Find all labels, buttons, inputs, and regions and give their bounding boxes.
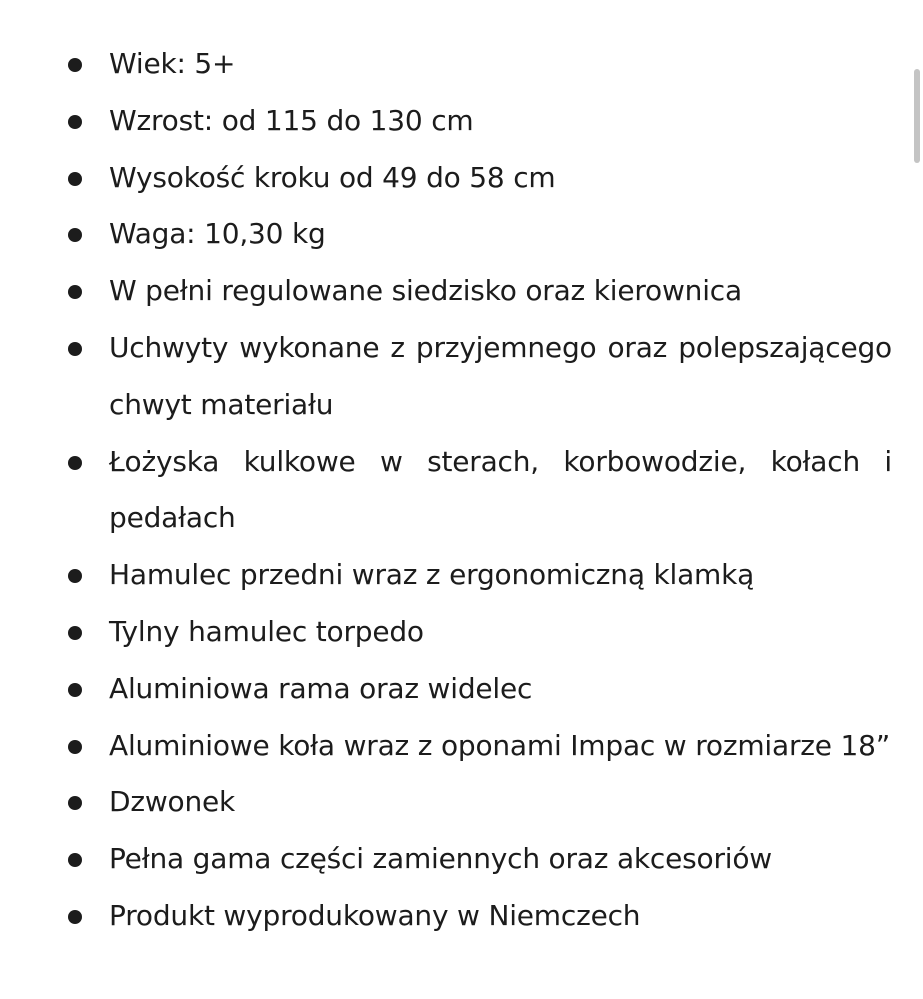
feature-item <box>0 206 923 263</box>
bullet-icon <box>68 172 82 186</box>
feature-item <box>0 434 923 548</box>
bullet-icon <box>68 626 82 640</box>
feature-item <box>0 150 923 207</box>
feature-text: Waga: 10,30 kg <box>109 217 326 251</box>
bullet-icon <box>68 58 82 72</box>
feature-text: Wiek: 5+ <box>109 47 236 80</box>
feature-text: W pełni regulowane siedzisko oraz kierownica <box>109 274 742 308</box>
feature-list <box>0 36 923 945</box>
bullet-icon <box>68 796 82 810</box>
feature-item <box>0 831 923 888</box>
feature-text: Aluminiowa rama oraz widelec <box>109 671 533 705</box>
feature-text: Wysokość kroku od 49 do 58 cm <box>109 160 556 194</box>
bullet-icon <box>68 853 82 867</box>
scrollbar-thumb[interactable] <box>914 69 920 163</box>
bullet-icon <box>68 342 82 356</box>
feature-text: Dzwonek <box>109 785 236 819</box>
bullet-icon <box>68 683 82 697</box>
feature-text: Pełna gama części zamiennych oraz akcesoriów <box>109 842 772 876</box>
bullet-icon <box>68 569 82 583</box>
feature-text: Hamulec przedni wraz z ergonomiczną klamką <box>109 558 755 592</box>
feature-text: Aluminiowe koła wraz z oponami Impac w rozmiarze 18” <box>109 728 891 762</box>
feature-text: Łożyska kulkowe w sterach, korbowodzie, kołach i pedałach <box>109 444 892 535</box>
feature-item <box>0 36 923 93</box>
feature-item <box>0 774 923 831</box>
bullet-icon <box>68 228 82 242</box>
bullet-icon <box>68 740 82 754</box>
feature-item <box>0 320 923 434</box>
feature-text: Tylny hamulec torpedo <box>109 614 424 648</box>
feature-text: Wzrost: od 115 do 130 cm <box>109 103 474 137</box>
feature-item <box>0 888 923 945</box>
feature-text: Uchwyty wykonane z przyjemnego oraz polepszającego chwyt materiału <box>109 330 892 421</box>
bullet-icon <box>68 285 82 299</box>
bullet-icon <box>68 115 82 129</box>
feature-item <box>0 661 923 718</box>
bullet-icon <box>68 456 82 470</box>
feature-item <box>0 263 923 320</box>
feature-text: Produkt wyprodukowany w Niemczech <box>109 898 641 932</box>
feature-item <box>0 718 923 775</box>
feature-item <box>0 93 923 150</box>
feature-item <box>0 547 923 604</box>
bullet-icon <box>68 910 82 924</box>
feature-item <box>0 604 923 661</box>
